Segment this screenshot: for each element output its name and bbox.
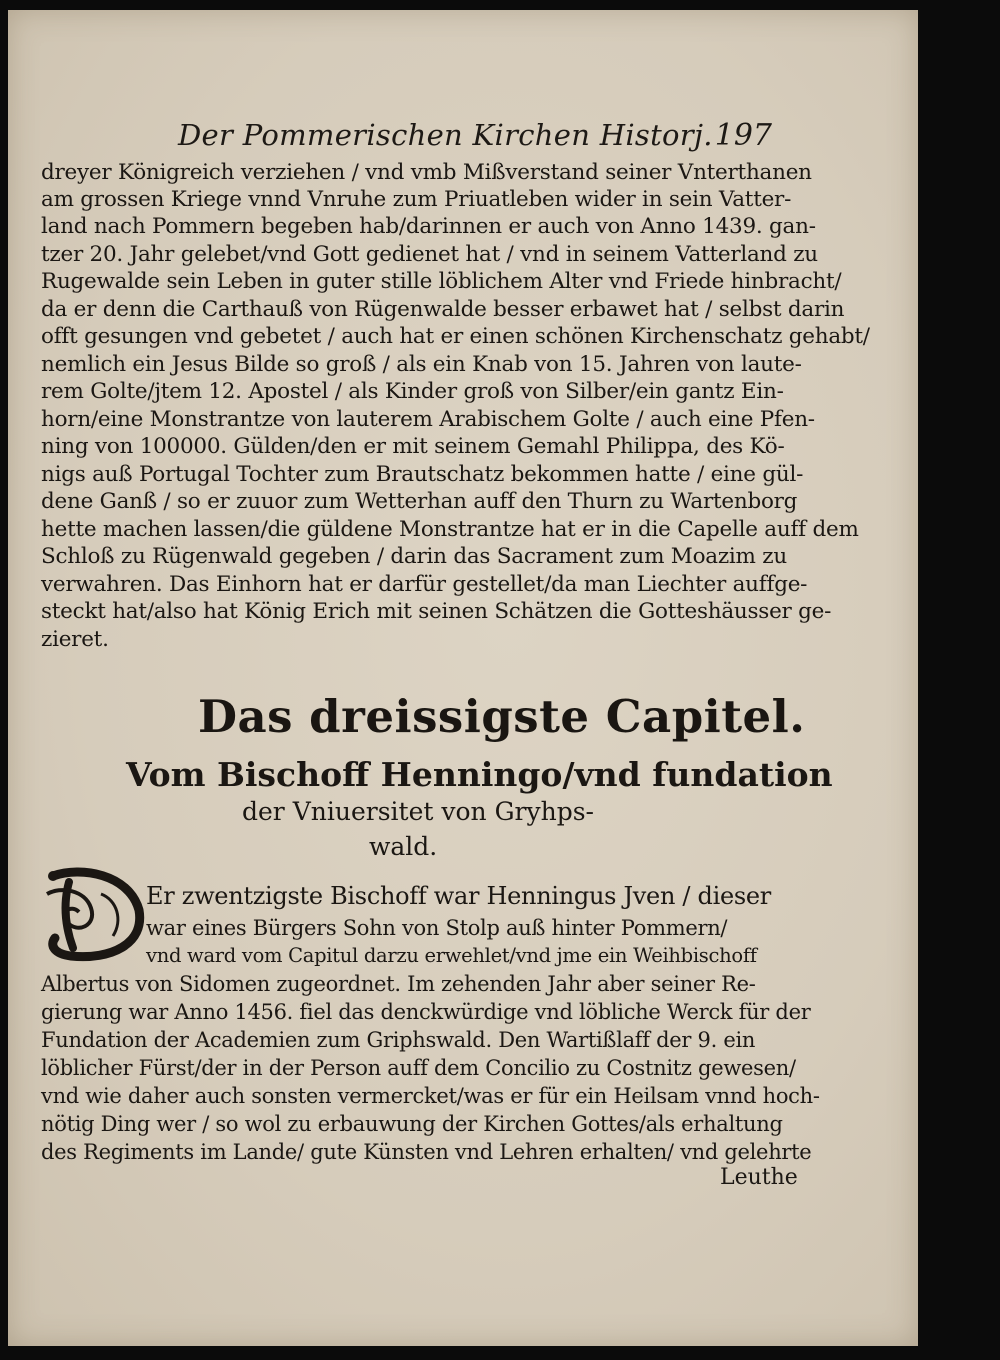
text-line: zieret. [41,627,109,652]
text-line: rem Golte/jtem 12. Apostel / als Kinder groß von Silber/ein gantz Ein- [41,379,784,404]
text-line: tzer 20. Jahr gelebet/vnd Gott gedienet hat / vnd in seinem Vatterland zu [41,242,818,267]
text-line: Rugewalde sein Leben in guter stille löblichem Alter vnd Friede hinbracht/ [41,269,842,294]
running-title: Der Pommerischen Kirchen Historj. [178,118,713,152]
text-line: da er denn die Carthauß von Rügenwalde besser erbawet hat / selbst darin [41,297,845,322]
text-line: dene Ganß / so er zuuor zum Wetterhan auff den Thurn zu Wartenborg [41,489,798,514]
text-line: löblicher Fürst/der in der Person auff dem Concilio zu Costnitz gewesen/ [41,1056,796,1080]
running-header [178,118,778,158]
chapter-subtitle: wald. [369,832,438,861]
decorated-initial [41,864,145,964]
text-line: ning von 100000. Gülden/den er mit seinem Gemahl Philippa, des Kö- [41,434,785,459]
book-page [8,10,918,1346]
text-line: gierung war Anno 1456. fiel das denckwürdige vnd löbliche Werck für der [41,1000,811,1024]
text-line: Albertus von Sidomen zugeordnet. Im zehenden Jahr aber seiner Re- [41,972,756,996]
text-line: Schloß zu Rügenwald gegeben / darin das Sacrament zum Moazim zu [41,544,787,569]
chapter-subtitle: Vom Bischoff Henningo/vnd fundation [126,755,833,794]
text-line: hette machen lassen/die güldene Monstrantze hat er in die Capelle auff dem [41,517,859,542]
text-line: nötig Ding wer / so wol zu erbauwung der Kirchen Gottes/als erhaltung [41,1112,783,1136]
text-line: steckt hat/also hat König Erich mit seinen Schätzen die Gotteshäusser ge- [41,599,832,624]
text-line: horn/eine Monstrantze von lauterem Arabischem Golte / auch eine Pfen- [41,407,815,432]
text-line: nigs auß Portugal Tochter zum Brautschatz bekommen hatte / eine gül- [41,462,804,487]
text-line: dreyer Königreich verziehen / vnd vmb Mißverstand seiner Vnterthanen [41,160,812,185]
text-line: war eines Bürgers Sohn von Stolp auß hinter Pommern/ [146,916,728,940]
initial-letter: D [93,922,97,927]
chapter-subtitle: der Vniuersitet von Gryhps- [242,797,595,826]
page-number: 197 [714,118,772,153]
text-line: Er zwentzigste Bischoff war Henningus Jven / dieser [146,882,771,910]
text-line: des Regiments im Lande/ gute Künsten vnd Lehren erhalten/ vnd gelehrte [41,1140,812,1164]
text-line: land nach Pommern begeben hab/darinnen er auch von Anno 1439. gan- [41,214,816,239]
text-line: nemlich ein Jesus Bilde so groß / als ein Knab von 15. Jahren von laute- [41,352,802,377]
text-line: Fundation der Academien zum Griphswald. Den Wartißlaff der 9. ein [41,1028,756,1052]
text-line: am grossen Kriege vnnd Vnruhe zum Priuatleben wider in sein Vatter- [41,187,792,212]
text-line: vnd ward vom Capitul darzu erwehlet/vnd jme ein Weihbischoff [146,944,757,967]
text-line: verwahren. Das Einhorn hat er darfür gestellet/da man Liechter auffge- [41,572,808,597]
text-line: vnd wie daher auch sonsten vermercket/was er für ein Heilsam vnnd hoch- [41,1084,820,1108]
chapter-title: Das dreissigste Capitel. [198,690,806,743]
text-line: offt gesungen vnd gebetet / auch hat er einen schönen Kirchenschatz gehabt/ [41,324,870,349]
decorated-initial-d-icon [41,864,145,964]
catchword: Leuthe [720,1165,798,1190]
